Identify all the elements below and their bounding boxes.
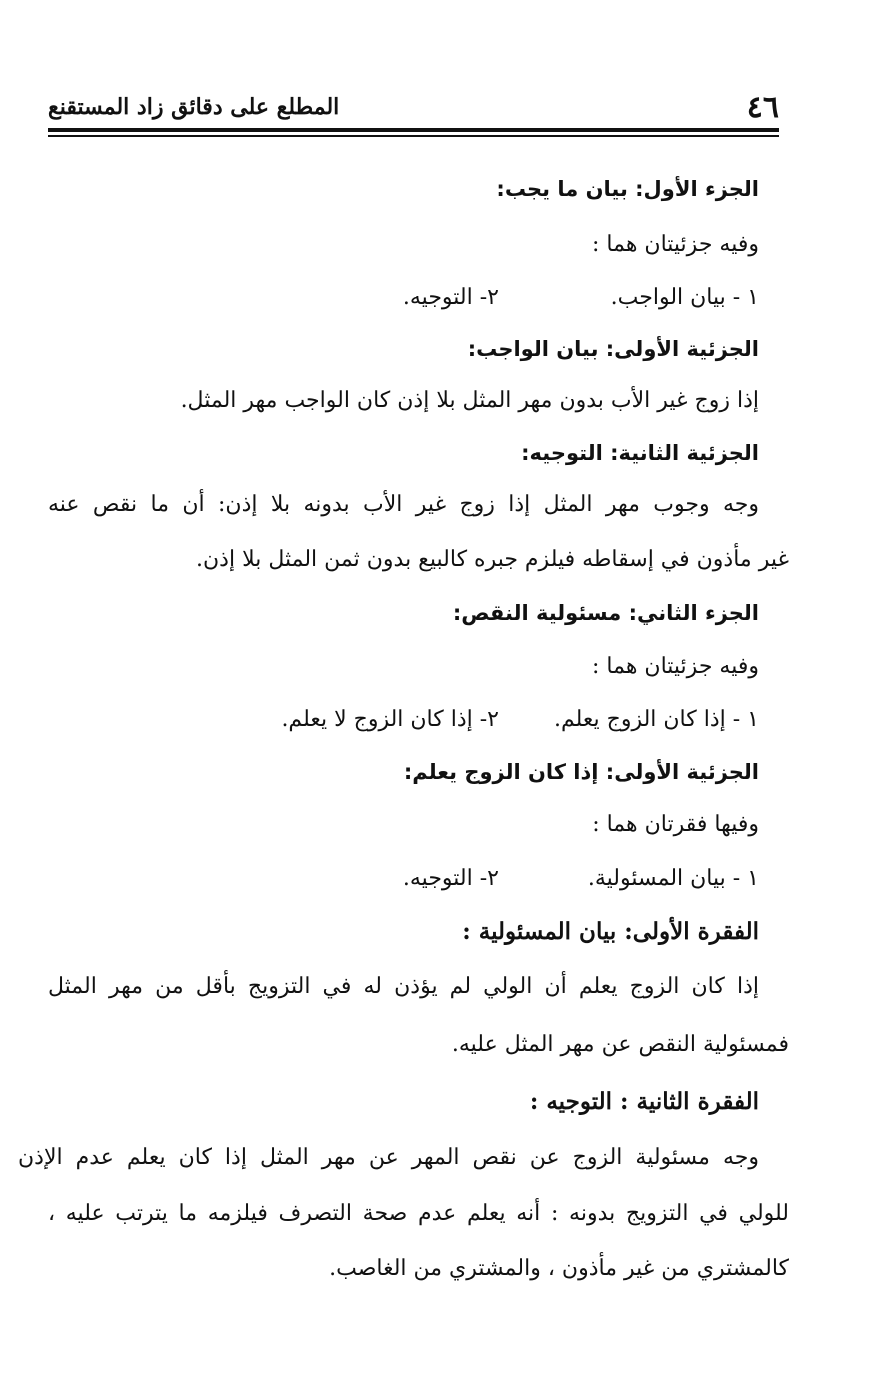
subsection-heading: الجزئية الثانية: التوجيه: — [521, 441, 759, 465]
paragraph-heading: الفقرة الثانية : التوجيه : — [529, 1088, 759, 1115]
text-line: غير مأذون في إسقاطه فيلزم جبره كالبيع بدون ثمن المثل بلا إذن. — [196, 547, 789, 572]
list-item: ١ - بيان المسئولية. — [587, 866, 759, 891]
list-item: ١ - بيان الواجب. — [610, 285, 759, 310]
header-rule-thin — [48, 135, 779, 137]
running-title: المطلع على دقائق زاد المستقنع — [48, 94, 340, 120]
text-line: كالمشتري من غير مأذون ، والمشتري من الغاصب. — [329, 1256, 789, 1281]
text-line: وفيه جزئيتان هما : — [592, 232, 759, 257]
text-line: وجه وجوب مهر المثل إذا زوج غير الأب بدونه بلا إذن: أن ما نقص عنه — [48, 492, 759, 517]
list-item: ٢- التوجيه. — [402, 285, 499, 310]
text-line: وفيها فقرتان هما : — [592, 812, 759, 837]
subsection-heading: الجزئية الأولى: بيان الواجب: — [467, 337, 759, 361]
list-item: ١ - إذا كان الزوج يعلم. — [553, 707, 759, 732]
page-number: ٤٦ — [746, 90, 779, 125]
section-heading: الجزء الأول: بيان ما يجب: — [496, 177, 759, 201]
page-header — [48, 88, 779, 132]
list-item: ٢- إذا كان الزوج لا يعلم. — [281, 707, 499, 732]
text-line: إذا كان الزوج يعلم أن الولي لم يؤذن له في التزويج بأقل من مهر المثل — [48, 974, 759, 999]
text-line: إذا زوج غير الأب بدون مهر المثل بلا إذن كان الواجب مهر المثل. — [180, 388, 759, 413]
section-heading: الجزء الثاني: مسئولية النقص: — [452, 601, 759, 625]
text-line: للولي في التزويج بدونه : أنه يعلم عدم صحة التصرف فيلزمه ما يترتب عليه ، — [48, 1201, 789, 1226]
text-line: وجه مسئولية الزوج عن نقص المهر عن مهر المثل إذا كان يعلم عدم الإذن — [18, 1145, 759, 1170]
header-rule-thick — [48, 128, 779, 132]
text-line: فمسئولية النقص عن مهر المثل عليه. — [451, 1032, 789, 1057]
subsection-heading: الجزئية الأولى: إذا كان الزوج يعلم: — [403, 760, 759, 784]
paragraph-heading: الفقرة الأولى: بيان المسئولية : — [462, 918, 759, 945]
list-item: ٢- التوجيه. — [402, 866, 499, 891]
text-line: وفيه جزئيتان هما : — [592, 654, 759, 679]
